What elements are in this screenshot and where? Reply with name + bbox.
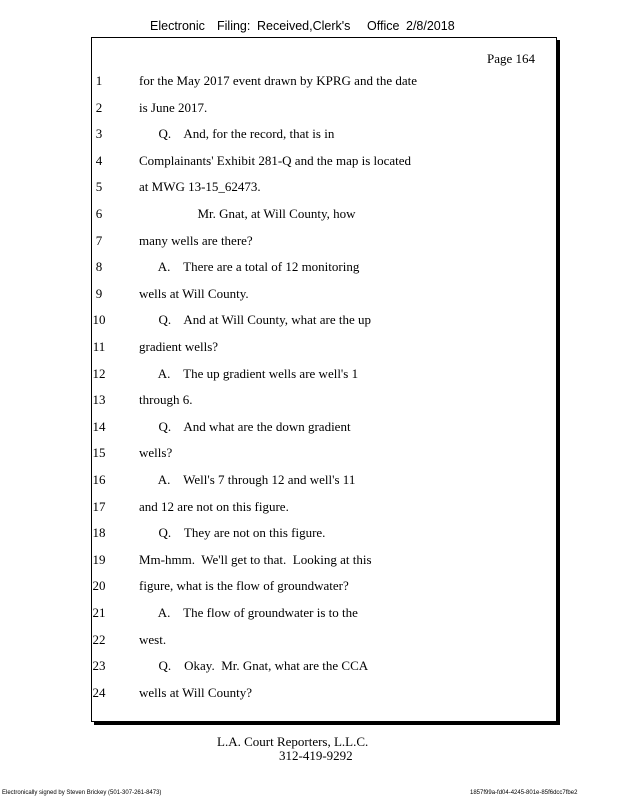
transcript-line (0, 206, 618, 226)
transcript-line (0, 472, 618, 492)
line-text: Q. They are not on this figure. (139, 525, 326, 541)
line-number: 4 (95, 152, 103, 168)
transcript-line (0, 73, 618, 93)
electronic-signature: Electronically signed by Steven Brickey (501-307-261-8473) (2, 790, 162, 796)
line-number: 2 (95, 99, 103, 115)
line-number: 13 (92, 392, 106, 408)
line-text: at MWG 13-15_62473. (139, 179, 261, 195)
transcript-line (0, 153, 618, 173)
line-text: Q. And what are the down gradient (139, 418, 351, 434)
line-text: figure, what is the flow of groundwater? (139, 578, 349, 594)
transcript-line (0, 445, 618, 465)
line-number: 17 (92, 498, 106, 514)
transcript-line (0, 605, 618, 625)
header-date: 2/8/2018 (406, 19, 455, 33)
line-number: 15 (92, 445, 106, 461)
transcript-line (0, 233, 618, 253)
transcript-line (0, 392, 618, 412)
reporter-company: L.A. Court Reporters, L.L.C. (217, 734, 369, 749)
line-text: A. The up gradient wells are well's 1 (139, 365, 359, 381)
line-number: 6 (95, 206, 103, 221)
transcript-line (0, 578, 618, 598)
line-text: Mm-hmm. We'll get to that. Looking at this (139, 551, 372, 567)
line-number: 9 (95, 285, 103, 301)
transcript-line (0, 126, 618, 146)
line-text: through 6. (139, 392, 193, 408)
line-number: 19 (92, 551, 106, 567)
line-number: 21 (92, 605, 106, 620)
line-number: 1 (95, 73, 103, 88)
line-text: Q. And, for the record, that is in (139, 126, 335, 142)
line-number: 14 (92, 418, 106, 434)
header-electronic: Electronic (150, 19, 205, 33)
reporter-phone: 312-419-9292 (279, 748, 353, 763)
line-text: many wells are there? (139, 232, 253, 248)
header-office: Office (367, 19, 400, 33)
line-text: gradient wells? (139, 339, 219, 354)
line-text: wells at Will County. (139, 285, 249, 301)
line-number: 11 (92, 339, 106, 354)
transcript-line (0, 499, 618, 519)
transcript-line (0, 339, 618, 359)
line-number: 3 (95, 126, 103, 142)
line-number: 8 (95, 259, 103, 275)
transcript-line (0, 312, 618, 332)
transcript-line (0, 366, 618, 386)
transcript-line (0, 419, 618, 439)
line-text: A. The flow of groundwater is to the (139, 605, 358, 620)
transcript-line (0, 100, 618, 120)
line-text: Complainants' Exhibit 281-Q and the map is located (139, 152, 412, 168)
line-number: 5 (95, 179, 103, 195)
transcript-line (0, 552, 618, 572)
transcript-line (0, 259, 618, 279)
line-number: 24 (92, 684, 106, 700)
line-number: 23 (92, 658, 106, 674)
line-text: wells at Will County? (139, 684, 252, 700)
line-number: 18 (92, 525, 106, 541)
transcript-line (0, 658, 618, 678)
line-number: 16 (92, 472, 106, 487)
transcript-line (0, 632, 618, 652)
header-received: Received,Clerk's (257, 19, 351, 33)
line-text: west. (139, 631, 167, 647)
line-text: and 12 are not on this figure. (139, 498, 289, 514)
line-text: Q. Okay. Mr. Gnat, what are the CCA (139, 658, 369, 674)
line-number: 7 (95, 232, 103, 248)
line-text: A. Well's 7 through 12 and well's 11 (139, 472, 356, 487)
line-text: for the May 2017 event drawn by KPRG and the date (139, 73, 417, 88)
line-text: A. There are a total of 12 monitoring (139, 259, 360, 275)
line-text: Mr. Gnat, at Will County, how (139, 206, 356, 221)
header-filing: Filing: (217, 19, 251, 33)
transcript-line (0, 179, 618, 199)
line-text: wells? (139, 445, 173, 461)
transcript-line (0, 525, 618, 545)
page-number: Page 164 (487, 51, 536, 66)
document-hash: 1857f99a-fd04-4245-801e-85f6dcc7fbe2 (470, 790, 578, 796)
transcript-line (0, 286, 618, 306)
filing-header (0, 19, 618, 37)
line-number: 10 (92, 312, 106, 328)
transcript-line (0, 685, 618, 705)
line-text: Q. And at Will County, what are the up (139, 312, 372, 328)
line-number: 20 (92, 578, 106, 594)
line-number: 22 (92, 631, 106, 647)
line-text: is June 2017. (139, 99, 208, 115)
line-number: 12 (92, 365, 106, 381)
